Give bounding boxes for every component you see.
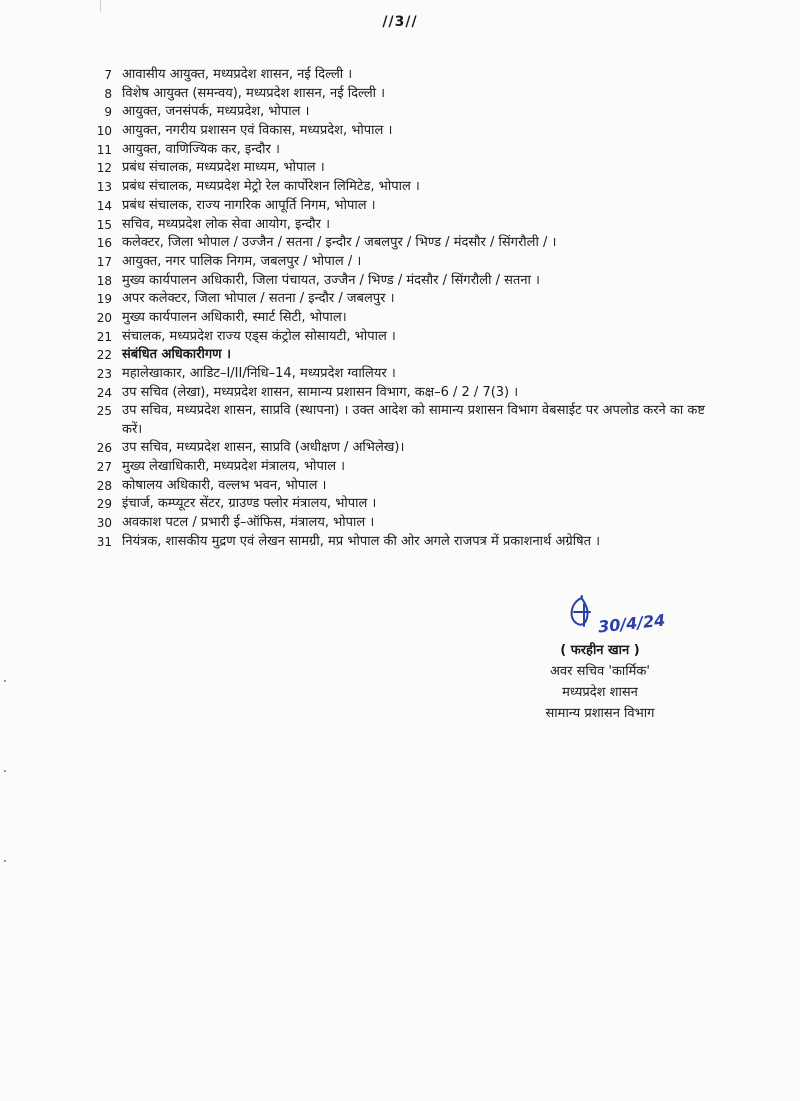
signature-block — [500, 640, 700, 724]
list-item — [0, 439, 800, 458]
scan-artifact — [4, 680, 6, 682]
list-item-text: इंचार्ज, कम्प्यूटर सेंटर, ग्राउण्ड फ्लोर मंत्रालय, भोपाल । — [122, 496, 377, 512]
list-item — [0, 141, 800, 160]
list-item — [0, 66, 800, 85]
list-item-number: 19 — [96, 292, 112, 307]
list-item-text: आयुक्त, जनसंपर्क, मध्यप्रदेश, भोपाल । — [122, 104, 310, 120]
list-item-number: 10 — [96, 124, 112, 139]
list-item-text: प्रबंध संचालक, मध्यप्रदेश माध्यम, भोपाल । — [122, 160, 325, 176]
list-item-text: मुख्य कार्यपालन अधिकारी, जिला पंचायत, उज्जैन / भिण्ड / मंदसौर / सिंगरौली / सतना । — [122, 272, 540, 288]
list-item-text: महालेखाकार, आडिट–I/II/निधि–14, मध्यप्रदेश ग्वालियर । — [122, 366, 396, 381]
list-item — [0, 159, 800, 178]
list-item-number: 21 — [96, 329, 112, 344]
list-item-number: 11 — [96, 142, 112, 157]
list-item — [0, 216, 800, 235]
signatory-office: मध्यप्रदेश शासन — [562, 685, 638, 700]
list-item — [0, 458, 800, 477]
list-item-text: कोषालय अधिकारी, वल्लभ भवन, भोपाल । — [122, 477, 327, 493]
list-item-number: 31 — [96, 534, 112, 549]
list-item-text: उप सचिव, मध्यप्रदेश शासन, साप्रवि (अधीक्षण / अभिलेख)। — [122, 440, 405, 456]
list-item — [0, 85, 800, 104]
list-item-number: 9 — [104, 105, 112, 120]
list-item-number: 13 — [96, 180, 112, 195]
signatory-name: ( फरहीन खान ) — [560, 643, 640, 658]
signatory-designation: अवर सचिव 'कार्मिक' — [549, 664, 650, 679]
list-item — [0, 103, 800, 122]
list-item-number: 8 — [104, 86, 112, 101]
list-item-number: 18 — [96, 273, 112, 288]
signatory-department: सामान्य प्रशासन विभाग — [545, 706, 655, 721]
list-item — [0, 495, 800, 514]
list-item-number: 24 — [96, 385, 112, 400]
list-item-text: अवकाश पटल / प्रभारी ई–ऑफिस, मंत्रालय, भोपाल । — [122, 515, 375, 531]
list-item-number: 17 — [96, 254, 112, 269]
list-item-text: प्रबंध संचालक, राज्य नागरिक आपूर्ति निगम, भोपाल । — [122, 197, 376, 213]
list-item-number: 20 — [96, 310, 112, 325]
list-item-text: सचिव, मध्यप्रदेश लोक सेवा आयोग, इन्दौर । — [122, 216, 331, 232]
list-item — [0, 477, 800, 496]
list-item-number: 27 — [96, 460, 112, 475]
list-item-text: कलेक्टर, जिला भोपाल / उज्जैन / सतना / इन्दौर / जबलपुर / भिण्ड / मंदसौर / सिंगरौली / । — [122, 235, 557, 251]
list-item-number: 23 — [96, 367, 112, 381]
list-item-text: संचालक, मध्यप्रदेश राज्य एड्स कंट्रोल सोसायटी, भोपाल । — [122, 328, 396, 344]
list-item-number: 29 — [96, 497, 112, 512]
scan-fold-line — [100, 0, 101, 12]
list-item-text: संबंधित अधिकारीगण । — [122, 347, 232, 363]
list-item — [0, 197, 800, 216]
list-item-text: आवासीय आयुक्त, मध्यप्रदेश शासन, नई दिल्ली । — [122, 67, 353, 82]
list-item — [0, 533, 800, 570]
scan-artifact — [4, 770, 6, 772]
list-item — [0, 272, 800, 291]
list-item-number: 26 — [96, 441, 112, 456]
list-item-text: मुख्य लेखाधिकारी, मध्यप्रदेश मंत्रालय, भोपाल । — [122, 459, 346, 475]
list-item-number: 22 — [96, 348, 112, 363]
list-item-text: उप सचिव, मध्यप्रदेश शासन, साप्रवि (स्थापना) । उक्त आदेश को सामान्य प्रशासन विभाग वेबसाईट पर अपलोड करने का कष्ट करें। — [122, 403, 705, 438]
list-item — [0, 178, 800, 197]
list-item-number: 25 — [96, 404, 112, 419]
list-item — [0, 365, 800, 384]
list-item — [0, 309, 800, 328]
list-item-number: 12 — [96, 161, 112, 176]
list-item-number: 16 — [96, 236, 112, 251]
list-item — [0, 122, 800, 141]
list-item-text: विशेष आयुक्त (समन्वय), मध्यप्रदेश शासन, नई दिल्ली । — [122, 85, 386, 101]
list-item — [0, 384, 800, 403]
list-item-number: 7 — [104, 68, 112, 82]
list-item-text: उप सचिव (लेखा), मध्यप्रदेश शासन, सामान्य प्रशासन विभाग, कक्ष–6 / 2 / 7(3) । — [122, 384, 519, 400]
list-item-text: मुख्य कार्यपालन अधिकारी, स्मार्ट सिटी, भोपाल। — [122, 309, 347, 325]
distribution-list — [0, 66, 800, 570]
list-item-text: अपर कलेक्टर, जिला भोपाल / सतना / इन्दौर / जबलपुर । — [122, 291, 395, 307]
list-item-text: प्रबंध संचालक, मध्यप्रदेश मेट्रो रेल कार्पोरेशन लिमिटेड, भोपाल । — [122, 179, 420, 195]
list-item — [0, 290, 800, 309]
scan-artifact — [4, 860, 6, 862]
list-item — [0, 234, 800, 253]
list-item-text: आयुक्त, नगर पालिक निगम, जबलपुर / भोपाल / । — [122, 253, 362, 269]
list-item-text: नियंत्रक, शासकीय मुद्रण एवं लेखन सामग्री, मप्र भोपाल की ओर अगले राजपत्र में प्रकाशनार्थ अग्रेषित । — [122, 533, 601, 549]
list-item — [0, 328, 800, 347]
list-item-text: आयुक्त, वाणिज्यिक कर, इन्दौर । — [122, 141, 280, 157]
list-item — [0, 346, 800, 365]
list-item — [0, 514, 800, 533]
list-item-number: 14 — [96, 198, 112, 213]
list-item-number: 30 — [96, 516, 112, 531]
list-item-text: आयुक्त, नगरीय प्रशासन एवं विकास, मध्यप्रदेश, भोपाल । — [122, 123, 393, 139]
list-item-number: 28 — [96, 478, 112, 493]
page-number: //3// — [382, 14, 418, 30]
signature-date: 30/4/24 — [597, 610, 667, 637]
list-item — [0, 253, 800, 272]
list-item — [0, 402, 800, 439]
list-item-number: 15 — [96, 217, 112, 232]
